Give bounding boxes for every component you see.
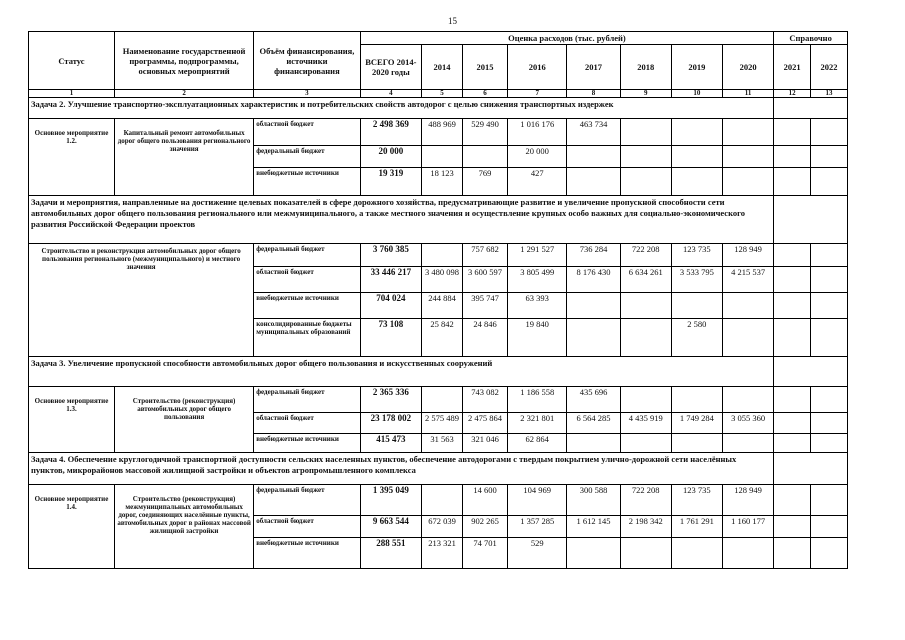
ref-2022-value bbox=[811, 387, 848, 413]
funding-year-value: 104 969 bbox=[508, 485, 567, 516]
column-number: 1 bbox=[29, 90, 115, 98]
column-number: 3 bbox=[254, 90, 360, 98]
funding-total: 23 178 002 bbox=[360, 413, 421, 434]
funding-year-value bbox=[567, 434, 620, 453]
measure-name: Строительство (реконструкция) межмуниципальных автомобильных дорог, соединяющих населённые пункты, автомобильных дорог в районах массовой жилищной застройки bbox=[114, 485, 253, 569]
funding-year-value: 2 575 489 bbox=[422, 413, 463, 434]
ref-2021-value bbox=[774, 168, 811, 196]
funding-year-value bbox=[671, 434, 722, 453]
funding-source: внебюджетные источники bbox=[254, 168, 360, 196]
funding-year-value bbox=[671, 387, 722, 413]
funding-year-value: 321 046 bbox=[463, 434, 508, 453]
funding-year-value: 2 198 342 bbox=[620, 516, 671, 538]
column-number: 9 bbox=[620, 90, 671, 98]
funding-year-value: 74 701 bbox=[463, 538, 508, 569]
funding-year-value bbox=[722, 538, 773, 569]
ref-2022-value bbox=[811, 146, 848, 168]
funding-year-value bbox=[671, 119, 722, 146]
funding-source: областной бюджет bbox=[254, 119, 360, 146]
funding-year-value bbox=[722, 168, 773, 196]
funding-year-value bbox=[567, 293, 620, 319]
funding-year-value: 3 805 499 bbox=[508, 267, 567, 293]
funding-year-value: 300 588 bbox=[567, 485, 620, 516]
section-ref-cell bbox=[774, 453, 848, 485]
ref-2021-value bbox=[774, 244, 811, 267]
funding-year-value: 8 176 430 bbox=[567, 267, 620, 293]
ref-2022-value bbox=[811, 434, 848, 453]
header-year: 2018 bbox=[620, 45, 671, 90]
funding-row bbox=[29, 387, 848, 413]
column-number: 13 bbox=[811, 90, 848, 98]
funding-year-value bbox=[620, 168, 671, 196]
funding-year-value: 62 864 bbox=[508, 434, 567, 453]
funding-year-value: 1 749 284 bbox=[671, 413, 722, 434]
funding-year-value: 3 055 360 bbox=[722, 413, 773, 434]
funding-year-value: 769 bbox=[463, 168, 508, 196]
funding-year-value: 529 490 bbox=[463, 119, 508, 146]
funding-year-value: 24 846 bbox=[463, 319, 508, 357]
funding-source: областной бюджет bbox=[254, 267, 360, 293]
ref-2022-value bbox=[811, 413, 848, 434]
section-title: Задача 4. Обеспечение круглогодичной транспортной доступности сельских населенных пунктов, обеспечение автодорогами с твердым покрытием улично-дорожной сети населённых пунктов, микрорайонов массовой жилищной застройки и объектов агропромышленного комплекса bbox=[29, 453, 774, 485]
funding-year-value bbox=[620, 434, 671, 453]
funding-year-value bbox=[620, 538, 671, 569]
ref-2021-value bbox=[774, 413, 811, 434]
header-total: ВСЕГО 2014-2020 годы bbox=[360, 45, 421, 90]
ref-2021-value bbox=[774, 538, 811, 569]
funding-row bbox=[29, 119, 848, 146]
funding-source: консолидированные бюджеты муниципальных образований bbox=[254, 319, 360, 357]
funding-total: 19 319 bbox=[360, 168, 421, 196]
funding-year-value: 2 321 801 bbox=[508, 413, 567, 434]
funding-total: 20 000 bbox=[360, 146, 421, 168]
funding-year-value: 128 949 bbox=[722, 244, 773, 267]
funding-total: 33 446 217 bbox=[360, 267, 421, 293]
funding-year-value: 63 393 bbox=[508, 293, 567, 319]
funding-year-value bbox=[620, 319, 671, 357]
funding-year-value bbox=[567, 168, 620, 196]
header-name: Наименование государственной программы, подпрограммы, основных мероприятий bbox=[114, 32, 253, 90]
funding-year-value: 2 475 864 bbox=[463, 413, 508, 434]
funding-year-value bbox=[722, 119, 773, 146]
funding-year-value: 6 634 261 bbox=[620, 267, 671, 293]
funding-year-value: 3 600 597 bbox=[463, 267, 508, 293]
funding-year-value bbox=[722, 434, 773, 453]
funding-year-value bbox=[671, 146, 722, 168]
column-number: 7 bbox=[508, 90, 567, 98]
funding-source: областной бюджет bbox=[254, 413, 360, 434]
funding-year-value bbox=[671, 168, 722, 196]
section-ref-cell bbox=[774, 98, 848, 119]
funding-year-value: 743 082 bbox=[463, 387, 508, 413]
measure-status: Основное мероприятие 1.4. bbox=[29, 485, 115, 569]
expense-table bbox=[28, 31, 848, 569]
header-ref-year: 2022 bbox=[811, 45, 848, 90]
ref-2021-value bbox=[774, 119, 811, 146]
funding-year-value: 213 321 bbox=[422, 538, 463, 569]
funding-total: 1 395 049 bbox=[360, 485, 421, 516]
funding-source: федеральный бюджет bbox=[254, 244, 360, 267]
header-year: 2017 bbox=[567, 45, 620, 90]
ref-2022-value bbox=[811, 538, 848, 569]
funding-total: 73 108 bbox=[360, 319, 421, 357]
funding-year-value bbox=[620, 146, 671, 168]
funding-year-value: 757 682 bbox=[463, 244, 508, 267]
funding-year-value: 1 186 558 bbox=[508, 387, 567, 413]
section-ref-cell bbox=[774, 357, 848, 387]
funding-year-value: 123 735 bbox=[671, 485, 722, 516]
section-title-row bbox=[29, 357, 848, 387]
funding-year-value bbox=[722, 387, 773, 413]
funding-total: 415 473 bbox=[360, 434, 421, 453]
header-funding: Объём финансирования, источники финансирования bbox=[254, 32, 360, 90]
funding-year-value bbox=[463, 146, 508, 168]
funding-year-value: 4 435 919 bbox=[620, 413, 671, 434]
funding-source: федеральный бюджет bbox=[254, 485, 360, 516]
funding-year-value: 463 734 bbox=[567, 119, 620, 146]
page-number: 15 bbox=[448, 16, 457, 26]
funding-year-value bbox=[422, 387, 463, 413]
header-estimate: Оценка расходов (тыс. рублей) bbox=[360, 32, 774, 45]
funding-year-value bbox=[422, 244, 463, 267]
column-number: 12 bbox=[774, 90, 811, 98]
funding-year-value: 488 969 bbox=[422, 119, 463, 146]
measure-status: Основное мероприятие 1.3. bbox=[29, 387, 115, 453]
ref-2021-value bbox=[774, 516, 811, 538]
ref-2022-value bbox=[811, 516, 848, 538]
funding-year-value: 529 bbox=[508, 538, 567, 569]
header-year: 2016 bbox=[508, 45, 567, 90]
ref-2021-value bbox=[774, 434, 811, 453]
section-title-row bbox=[29, 98, 848, 119]
funding-year-value bbox=[620, 293, 671, 319]
section-ref-cell bbox=[774, 196, 848, 244]
ref-2022-value bbox=[811, 168, 848, 196]
section-title: Задачи и мероприятия, направленные на достижение целевых показателей в сфере дорожного хозяйства, предусматривающие развитие и увеличение пропускной способности сети автомобильных дорог общего пользования регионального или межмуниципального, а также местного значения и осуществление крупных особо важных для социально-экономического развития Российской Федерации проектов bbox=[29, 196, 774, 244]
column-number: 10 bbox=[671, 90, 722, 98]
column-number: 8 bbox=[567, 90, 620, 98]
funding-year-value: 722 208 bbox=[620, 485, 671, 516]
funding-year-value: 31 563 bbox=[422, 434, 463, 453]
funding-year-value bbox=[671, 538, 722, 569]
funding-row bbox=[29, 244, 848, 267]
funding-year-value bbox=[567, 146, 620, 168]
funding-year-value: 1 160 177 bbox=[722, 516, 773, 538]
funding-year-value: 736 284 bbox=[567, 244, 620, 267]
funding-year-value: 128 949 bbox=[722, 485, 773, 516]
ref-2022-value bbox=[811, 293, 848, 319]
ref-2022-value bbox=[811, 267, 848, 293]
funding-year-value: 244 884 bbox=[422, 293, 463, 319]
header-year: 2014 bbox=[422, 45, 463, 90]
header-reference: Справочно bbox=[774, 32, 848, 45]
funding-year-value bbox=[422, 146, 463, 168]
funding-year-value: 3 480 098 bbox=[422, 267, 463, 293]
column-number: 4 bbox=[360, 90, 421, 98]
funding-year-value: 25 842 bbox=[422, 319, 463, 357]
funding-year-value: 435 696 bbox=[567, 387, 620, 413]
funding-total: 3 760 385 bbox=[360, 244, 421, 267]
funding-year-value: 1 612 145 bbox=[567, 516, 620, 538]
ref-2022-value bbox=[811, 244, 848, 267]
funding-year-value bbox=[567, 538, 620, 569]
funding-year-value bbox=[722, 319, 773, 357]
funding-year-value bbox=[422, 485, 463, 516]
funding-year-value: 1 016 176 bbox=[508, 119, 567, 146]
funding-year-value: 395 747 bbox=[463, 293, 508, 319]
funding-year-value bbox=[671, 293, 722, 319]
header-year: 2020 bbox=[722, 45, 773, 90]
ref-2021-value bbox=[774, 319, 811, 357]
funding-year-value: 123 735 bbox=[671, 244, 722, 267]
funding-year-value: 902 265 bbox=[463, 516, 508, 538]
measure-name: Строительство и реконструкция автомобильных дорог общего пользования регионального (межмуниципального) и местного значения bbox=[29, 244, 254, 357]
funding-year-value: 14 600 bbox=[463, 485, 508, 516]
funding-year-value bbox=[620, 119, 671, 146]
column-number: 11 bbox=[722, 90, 773, 98]
funding-year-value bbox=[567, 319, 620, 357]
funding-total: 704 024 bbox=[360, 293, 421, 319]
column-number: 2 bbox=[114, 90, 253, 98]
funding-year-value: 2 580 bbox=[671, 319, 722, 357]
funding-year-value: 1 761 291 bbox=[671, 516, 722, 538]
section-title-row bbox=[29, 196, 848, 244]
funding-total: 2 498 369 bbox=[360, 119, 421, 146]
funding-source: областной бюджет bbox=[254, 516, 360, 538]
funding-total: 2 365 336 bbox=[360, 387, 421, 413]
section-title-row bbox=[29, 453, 848, 485]
funding-year-value: 6 564 285 bbox=[567, 413, 620, 434]
ref-2022-value bbox=[811, 485, 848, 516]
column-number: 6 bbox=[463, 90, 508, 98]
header-year: 2019 bbox=[671, 45, 722, 90]
funding-row bbox=[29, 485, 848, 516]
funding-year-value: 722 208 bbox=[620, 244, 671, 267]
funding-source: внебюджетные источники bbox=[254, 293, 360, 319]
funding-year-value bbox=[722, 146, 773, 168]
funding-year-value: 1 291 527 bbox=[508, 244, 567, 267]
measure-name: Строительство (реконструкция) автомобильных дорог общего пользования bbox=[114, 387, 253, 453]
header-status: Статус bbox=[29, 32, 115, 90]
ref-2022-value bbox=[811, 319, 848, 357]
header-ref-year: 2021 bbox=[774, 45, 811, 90]
measure-name: Капитальный ремонт автомобильных дорог общего пользования регионального значения bbox=[114, 119, 253, 196]
ref-2022-value bbox=[811, 119, 848, 146]
funding-total: 288 551 bbox=[360, 538, 421, 569]
funding-source: федеральный бюджет bbox=[254, 146, 360, 168]
funding-total: 9 663 544 bbox=[360, 516, 421, 538]
funding-year-value: 19 840 bbox=[508, 319, 567, 357]
section-title: Задача 3. Увеличение пропускной способности автомобильных дорог общего пользования и искусственных сооружений bbox=[29, 357, 774, 387]
measure-status: Основное мероприятие 1.2. bbox=[29, 119, 115, 196]
funding-year-value: 4 215 537 bbox=[722, 267, 773, 293]
funding-year-value: 427 bbox=[508, 168, 567, 196]
ref-2021-value bbox=[774, 485, 811, 516]
column-numbers-row bbox=[29, 90, 848, 98]
funding-year-value: 672 039 bbox=[422, 516, 463, 538]
column-number: 5 bbox=[422, 90, 463, 98]
ref-2021-value bbox=[774, 267, 811, 293]
funding-year-value: 18 123 bbox=[422, 168, 463, 196]
ref-2021-value bbox=[774, 387, 811, 413]
ref-2021-value bbox=[774, 293, 811, 319]
funding-year-value: 3 533 795 bbox=[671, 267, 722, 293]
funding-year-value bbox=[620, 387, 671, 413]
ref-2021-value bbox=[774, 146, 811, 168]
funding-source: федеральный бюджет bbox=[254, 387, 360, 413]
section-title: Задача 2. Улучшение транспортно-эксплуатационных характеристик и потребительских свойств автодорог с целью снижения транспортных издержек bbox=[29, 98, 774, 119]
funding-year-value bbox=[722, 293, 773, 319]
funding-source: внебюджетные источники bbox=[254, 434, 360, 453]
funding-source: внебюджетные источники bbox=[254, 538, 360, 569]
funding-year-value: 1 357 285 bbox=[508, 516, 567, 538]
funding-year-value: 20 000 bbox=[508, 146, 567, 168]
header-year: 2015 bbox=[463, 45, 508, 90]
